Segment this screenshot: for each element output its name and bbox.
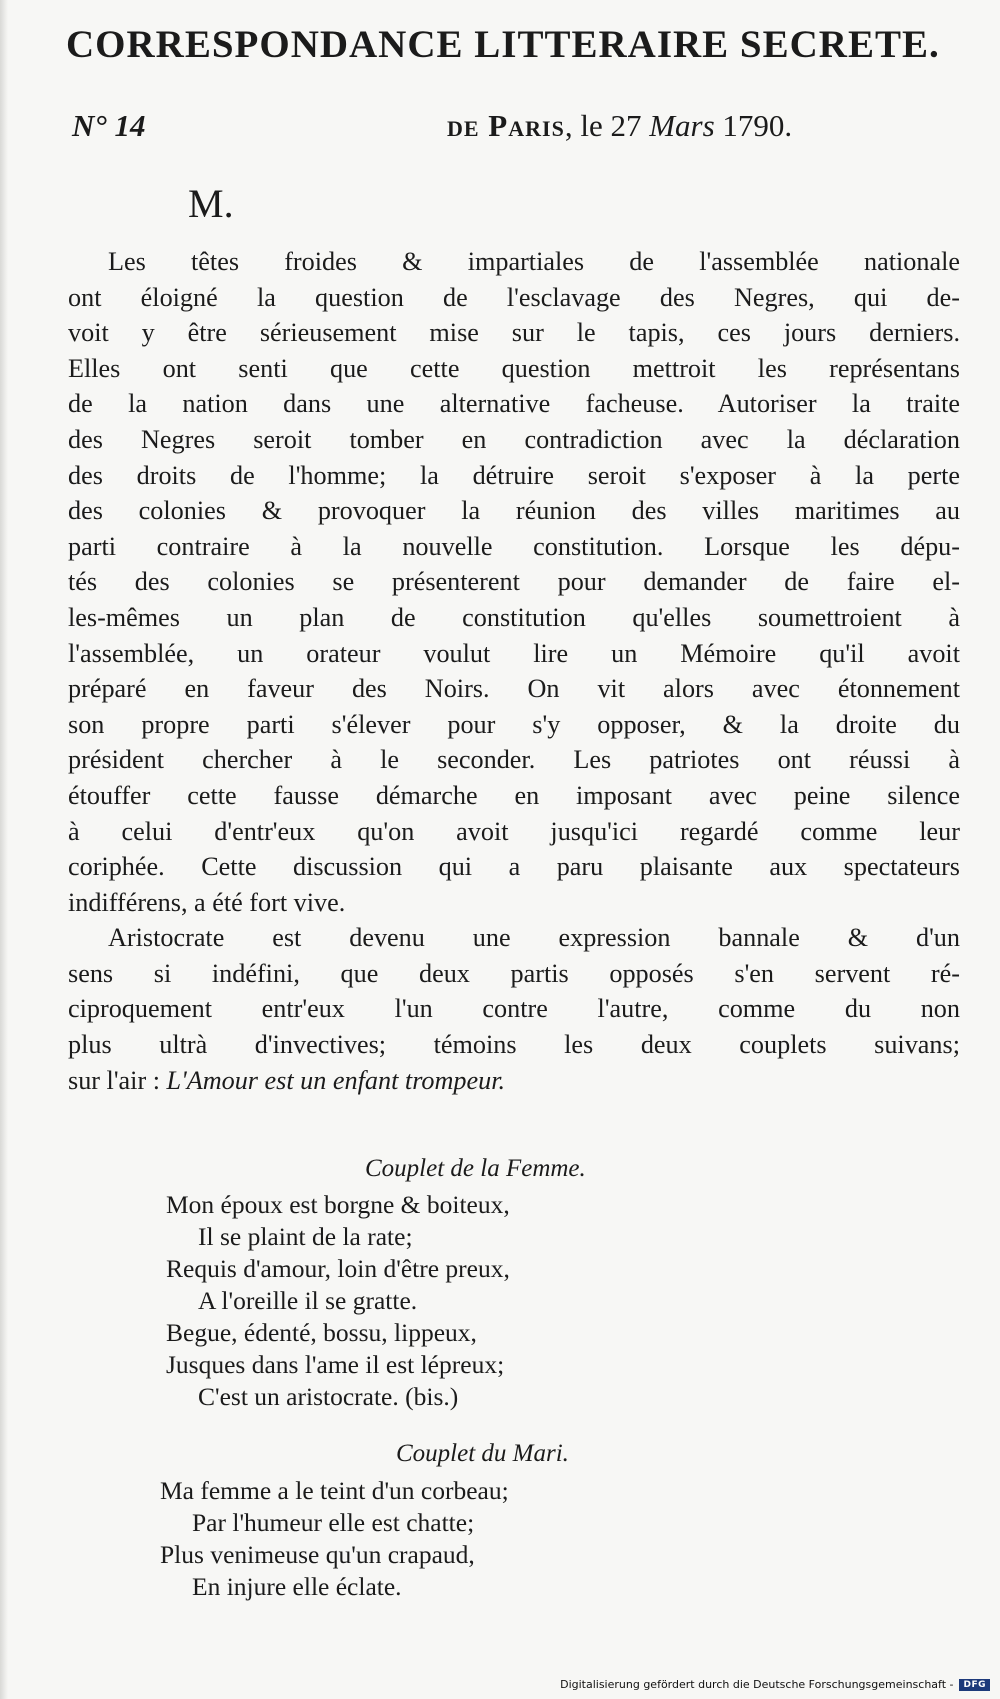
couplet-mari-heading: Couplet du Mari. xyxy=(396,1440,569,1467)
air-prefix: sur l'air : xyxy=(68,1065,167,1095)
text-line: des colonies & provoquer la réunion des villes maritimes au xyxy=(68,496,960,526)
verse-line: Mon époux est borgne & boiteux, xyxy=(166,1190,510,1219)
verse-line: Il se plaint de la rate; xyxy=(198,1222,413,1251)
text-line: coriphée. Cette discussion qui a paru plaisante aux spectateurs xyxy=(68,852,960,882)
text-line: plus ultrà d'invectives; témoins les deux couplets suivans; xyxy=(68,1030,960,1060)
text-line: étouffer cette fausse démarche en imposant avec peine silence xyxy=(68,780,960,810)
verse-line: Par l'humeur elle est chatte; xyxy=(192,1508,475,1537)
dateline-month: Mars xyxy=(649,108,715,143)
page-gutter xyxy=(0,0,8,1699)
verse-line: Requis d'amour, loin d'être preux, xyxy=(166,1254,510,1283)
text-line: de la nation dans une alternative facheuse. Autoriser la traite xyxy=(68,389,960,419)
salutation: M. xyxy=(188,181,234,226)
couplet-femme-verse xyxy=(166,1189,510,1413)
dateline xyxy=(447,108,792,144)
text-line: parti contraire à la nouvelle constitution. Lorsque les dépu- xyxy=(68,531,960,561)
text-line: Elles ont senti que cette question mettroit les représentans xyxy=(68,353,960,383)
issue-line xyxy=(72,108,972,158)
text-line: des Negres seroit tomber en contradiction avec la déclaration xyxy=(68,424,960,454)
verse-line: A l'oreille il se gratte. xyxy=(198,1286,418,1315)
credit-text: Digitalisierung gefördert durch die Deutsche Forschungsgemeinschaft - xyxy=(560,1678,954,1691)
issue-number: N° 14 xyxy=(72,108,146,143)
text-line: voit y être sérieusement mise sur le tapis, ces jours derniers. xyxy=(68,318,960,348)
dateline-day: , le 27 xyxy=(564,108,642,143)
masthead: CORRESPONDANCE LITTERAIRE SECRETE. xyxy=(66,23,940,66)
couplet-mari-verse xyxy=(160,1475,509,1603)
air-line xyxy=(68,1063,960,1099)
verse-line: En injure elle éclate. xyxy=(192,1572,402,1601)
text-line: préparé en faveur des Noirs. On vit alors avec étonnement xyxy=(68,674,960,704)
verse-line: Ma femme a le teint d'un corbeau; xyxy=(160,1476,509,1505)
text-line: l'assemblée, un orateur voulut lire un Mémoire qu'il avoit xyxy=(68,638,960,668)
dateline-place: de Paris xyxy=(447,108,565,143)
verse-line: Jusques dans l'ame il est lépreux; xyxy=(166,1350,505,1379)
text-line: ont éloigné la question de l'esclavage des Negres, qui de- xyxy=(68,282,960,312)
text-line: ciproquement entr'eux l'un contre l'autre, comme du non xyxy=(68,994,960,1024)
verse-line: Begue, édenté, bossu, lippeux, xyxy=(166,1318,477,1347)
text-line: tés des colonies se présenterent pour demander de faire el- xyxy=(68,567,960,597)
text-line: les-mêmes un plan de constitution qu'elles soumettroient à xyxy=(68,602,960,632)
text-line: Aristocrate est devenu une expression bannale & d'un xyxy=(108,923,960,953)
text-line: Les têtes froides & impartiales de l'assemblée nationale xyxy=(108,247,960,276)
verse-line: Plus venimeuse qu'un crapaud, xyxy=(160,1540,475,1569)
verse-line: C'est un aristocrate. (bis.) xyxy=(198,1382,459,1411)
couplet-femme-heading: Couplet de la Femme. xyxy=(365,1155,586,1182)
dfg-logo-icon: DFG xyxy=(959,1679,990,1691)
text-line: président chercher à le seconder. Les patriotes ont réussi à xyxy=(68,745,960,775)
text-line: des droits de l'homme; la détruire seroit s'exposer à la perte xyxy=(68,460,960,490)
letter-body xyxy=(68,244,960,1098)
text-line: sens si indéfini, que deux partis opposés s'en servent ré- xyxy=(68,958,960,988)
air-title: L'Amour est un enfant trompeur. xyxy=(166,1065,506,1095)
text-line: son propre parti s'élever pour s'y opposer, & la droite du xyxy=(68,709,960,739)
digitization-credit xyxy=(560,1678,990,1691)
text-line: à celui d'entr'eux qu'on avoit jusqu'ici regardé comme leur xyxy=(68,816,960,846)
text-line: indifférens, a été fort vive. xyxy=(68,887,346,917)
dateline-year: 1790. xyxy=(722,108,793,143)
